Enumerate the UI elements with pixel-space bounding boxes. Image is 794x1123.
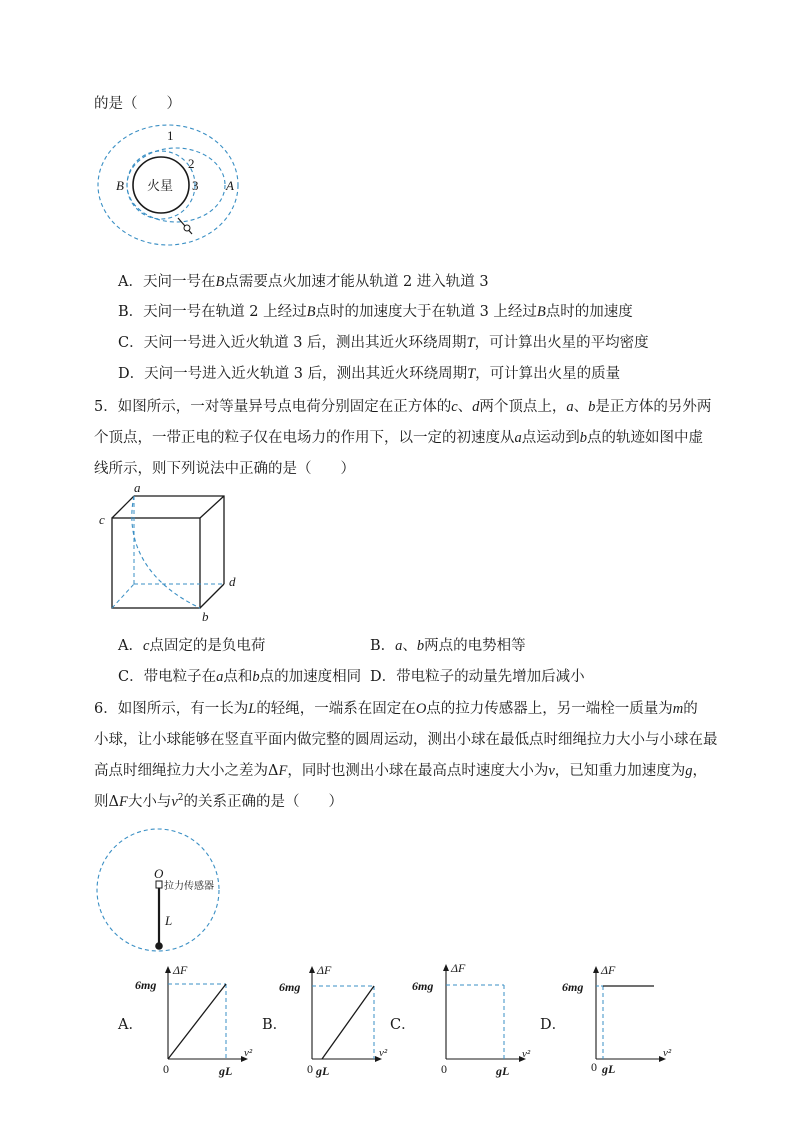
planet-label: 火星 — [147, 179, 174, 194]
svg-text:6mg: 6mg — [279, 980, 301, 994]
q5-stem-line3: 线所示，则下列说法中正确的是（ ） — [94, 461, 355, 477]
spacecraft-icon — [178, 218, 192, 234]
cube-front-face — [112, 518, 200, 608]
q5-option-a[interactable]: A．c点固定的是负电荷 — [118, 638, 266, 654]
q6-stem-line4: 则ΔF大小与$v^2$的关系正确的是（ ） — [94, 793, 344, 810]
q6-option-a-letter[interactable]: A． — [118, 1017, 143, 1033]
q6-stem-line1: 6．如图所示，有一长为L的轻绳，一端系在固定在O点的拉力传感器上，另一端栓一质量为m的 — [94, 701, 698, 717]
vertex-c-label: c — [99, 512, 105, 527]
graph-a-line — [168, 984, 226, 1059]
q5-option-d[interactable]: D．带电粒子的动量先增加后减小 — [370, 669, 585, 685]
svg-text:ΔF: ΔF — [601, 963, 616, 977]
q6-graph-a[interactable] — [135, 962, 260, 1080]
svg-text:6mg: 6mg — [562, 980, 584, 994]
ball — [155, 942, 163, 950]
q4-orbit-figure — [90, 122, 250, 242]
particle-trajectory — [132, 496, 200, 608]
svg-text:v²: v² — [663, 1047, 672, 1059]
q4-option-b[interactable]: B．天问一号在轨道 2 上经过B点时的加速度大于在轨道 3 上经过B点时的加速度 — [118, 304, 633, 320]
point-a-label: A — [226, 178, 234, 193]
orbit-3-label: 3 — [192, 178, 199, 193]
q6-graph-b[interactable] — [279, 962, 404, 1080]
svg-text:v²: v² — [244, 1047, 253, 1059]
svg-text:0: 0 — [591, 1060, 597, 1074]
svg-text:v²: v² — [379, 1047, 388, 1059]
svg-text:ΔF: ΔF — [173, 963, 188, 977]
svg-text:0: 0 — [163, 1062, 169, 1076]
point-o-label: O — [154, 866, 164, 881]
q6-graph-c[interactable] — [412, 962, 542, 1080]
q4-option-a[interactable]: A．天问一号在B点需要点火加速才能从轨道 2 进入轨道 3 — [118, 274, 489, 290]
q6-option-d-letter[interactable]: D． — [540, 1017, 567, 1033]
svg-text:ΔF: ΔF — [451, 961, 466, 975]
svg-text:gL: gL — [316, 1064, 330, 1078]
q6-stem-line2: 小球，让小球能够在竖直平面内做完整的圆周运动，测出小球在最低点时细绳拉力大小与小球在最 — [94, 732, 718, 748]
svg-text:gL: gL — [602, 1062, 616, 1076]
cube-hidden-edge-d — [112, 584, 134, 608]
svg-text:gL: gL — [496, 1064, 510, 1078]
q6-option-b-letter[interactable]: B． — [262, 1017, 288, 1033]
svg-text:gL: gL — [219, 1064, 233, 1078]
q4-stem-tail: 的是（ ） — [94, 96, 181, 112]
q6-stem-line3: 高点时细绳拉力大小之差为ΔF，同时也测出小球在最高点时速度大小为v，已知重力加速度为g， — [94, 763, 708, 779]
q6-circle-figure — [94, 828, 254, 952]
svg-text:6mg: 6mg — [412, 979, 434, 993]
svg-text:6mg: 6mg — [135, 978, 157, 992]
q5-option-c[interactable]: C．带电粒子在a点和b点的加速度相同 — [118, 669, 362, 685]
svg-text:0: 0 — [307, 1062, 313, 1076]
q5-option-b[interactable]: B．a、b两点的电势相等 — [370, 638, 526, 654]
vertex-a-label: a — [134, 480, 141, 495]
q5-stem-line1: 5．如图所示，一对等量异号点电荷分别固定在正方体的c、d两个顶点上，a、b是正方体的另外两 — [94, 399, 712, 415]
q6-graph-d[interactable] — [562, 962, 692, 1080]
q5-stem-line2: 个顶点，一带正电的粒子仅在电场力的作用下，以一定的初速度从a点运动到b点的轨迹如图中虚 — [94, 430, 703, 446]
orbit-1-label: 1 — [167, 128, 174, 143]
vertex-d-label: d — [229, 574, 236, 589]
point-b-label: B — [116, 178, 124, 193]
svg-text:ΔF: ΔF — [317, 963, 332, 977]
q6-option-c-letter[interactable]: C． — [390, 1017, 416, 1033]
svg-text:0: 0 — [441, 1062, 447, 1076]
q5-cube-figure — [94, 480, 254, 624]
orbit-2-label: 2 — [188, 156, 195, 171]
vertex-b-label: b — [202, 609, 209, 624]
q4-option-c[interactable]: C．天问一号进入近火轨道 3 后，测出其近火环绕周期T，可计算出火星的平均密度 — [118, 335, 649, 351]
sensor-label: 拉力传感器 — [164, 881, 214, 892]
q4-option-d[interactable]: D．天问一号进入近火轨道 3 后，测出其近火环绕周期T，可计算出火星的质量 — [118, 366, 621, 382]
svg-text:v²: v² — [522, 1048, 531, 1060]
graph-b-line — [322, 986, 374, 1059]
tension-sensor-icon — [156, 881, 162, 888]
rope-length-label: L — [165, 913, 173, 928]
